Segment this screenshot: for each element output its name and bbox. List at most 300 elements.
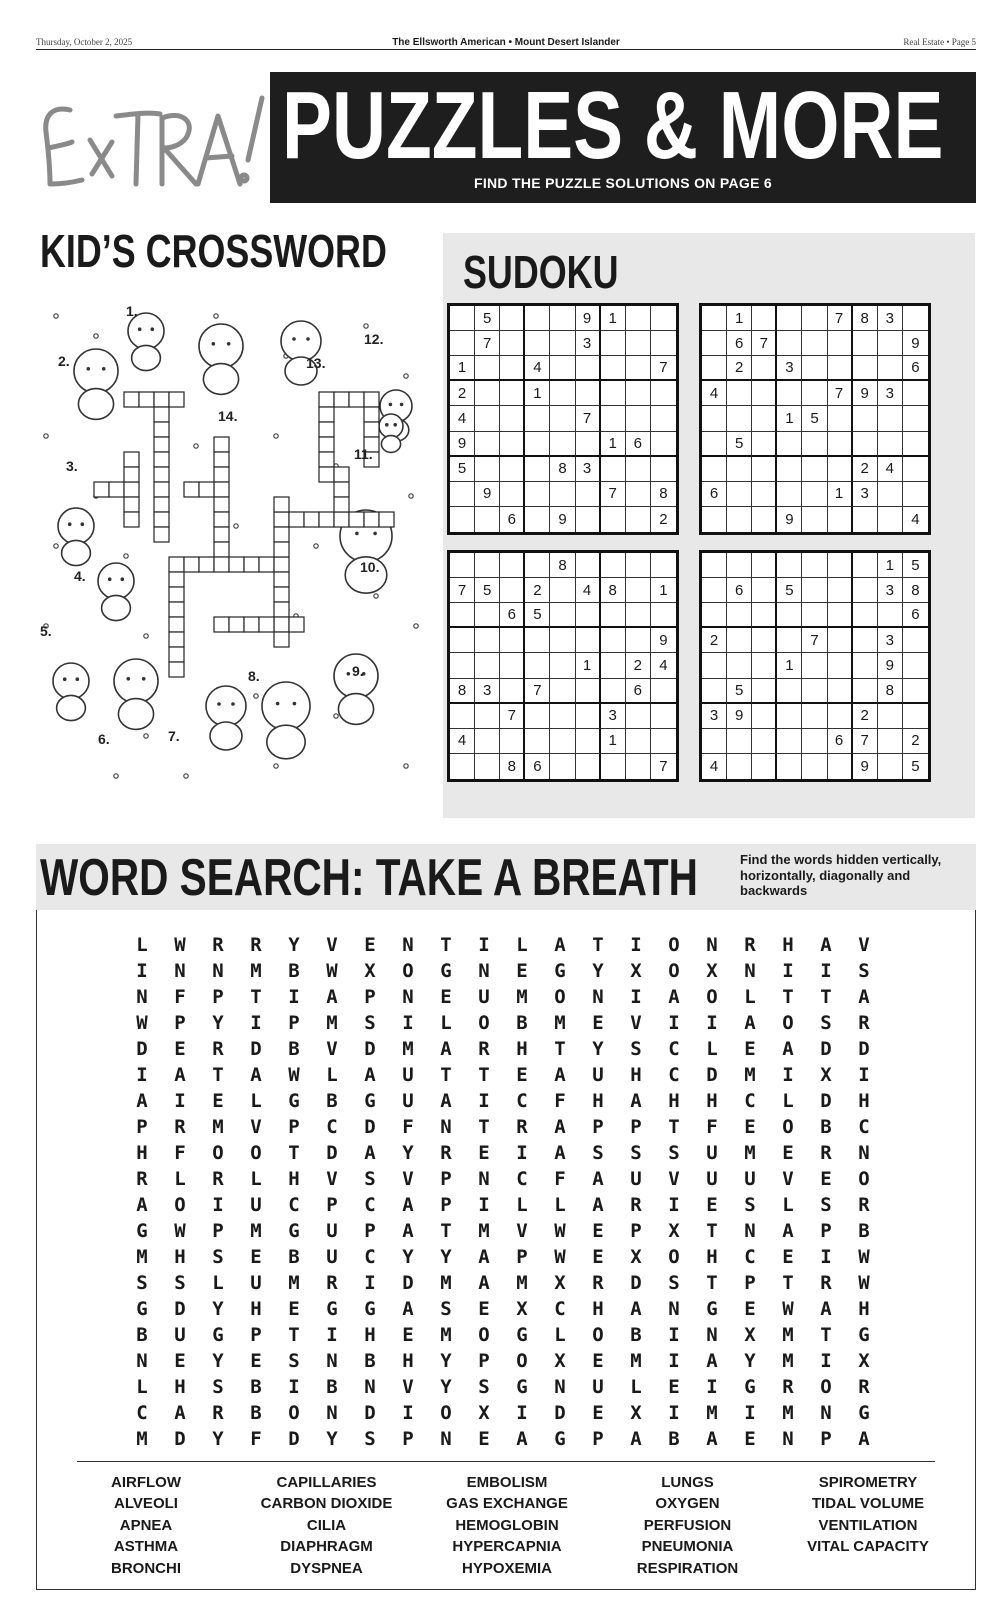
sudoku-cell: 6 xyxy=(727,578,752,603)
sudoku-cell xyxy=(802,432,827,457)
word-search-letter: Y xyxy=(592,1038,604,1060)
sudoku-cell xyxy=(777,603,802,628)
word-search-letter: A xyxy=(554,1116,566,1138)
sudoku-cell xyxy=(802,603,827,628)
word-search-letter: I xyxy=(136,1064,148,1086)
sudoku-cell xyxy=(525,729,550,754)
sudoku-cell xyxy=(450,306,475,331)
word-search-letter: M xyxy=(136,1246,148,1268)
word-search-letter: N xyxy=(554,1376,566,1398)
word-list-item: PERFUSION xyxy=(643,1516,732,1534)
sudoku-cell xyxy=(903,704,928,729)
word-list-item: RESPIRATION xyxy=(636,1559,739,1577)
cartoon-character xyxy=(262,682,310,730)
sudoku-cell xyxy=(576,432,601,457)
word-search-letter: N xyxy=(326,1350,338,1372)
word-search-letter: M xyxy=(250,1220,262,1242)
word-search-letter: O xyxy=(554,986,566,1008)
word-search-letter: U xyxy=(592,1064,604,1086)
word-search-letter: S xyxy=(364,1012,376,1034)
cartoon-character xyxy=(379,414,403,438)
sudoku-cell: 3 xyxy=(878,578,903,603)
sudoku-cell xyxy=(651,553,676,578)
sudoku-cell: 1 xyxy=(576,653,601,678)
word-search-letter: P xyxy=(364,986,376,1008)
sudoku-cell xyxy=(450,507,475,532)
sudoku-cell: 3 xyxy=(878,381,903,406)
word-search-letter: A xyxy=(440,1090,452,1112)
sudoku-cell xyxy=(475,381,500,406)
crossword-square xyxy=(229,557,244,572)
word-search-letter: O xyxy=(478,1324,490,1346)
word-search-letter: L xyxy=(554,1194,566,1216)
sudoku-cell xyxy=(525,406,550,431)
sudoku-cell xyxy=(903,679,928,704)
word-search-letter: A xyxy=(706,1428,718,1450)
sudoku-cell xyxy=(802,553,827,578)
sudoku-cell xyxy=(475,729,500,754)
word-search-letter: S xyxy=(212,1246,224,1268)
word-search-letter: G xyxy=(136,1298,148,1320)
crossword-square xyxy=(169,572,184,587)
masthead-subtitle: FIND THE PUZZLE SOLUTIONS ON PAGE 6 xyxy=(473,175,773,191)
word-search-letter: T xyxy=(288,1142,300,1164)
sudoku-cell xyxy=(626,553,651,578)
sudoku-cell xyxy=(853,356,878,381)
sudoku-cell xyxy=(601,679,626,704)
word-search-letter: R xyxy=(858,1012,870,1034)
word-search-letter: U xyxy=(326,1220,338,1242)
word-list-item: EMBOLISM xyxy=(466,1474,548,1491)
publication-name: The Ellsworth American • Mount Desert Islander xyxy=(392,37,620,48)
word-search-letter: R xyxy=(820,1142,832,1164)
sudoku-cell xyxy=(525,306,550,331)
clue-number: 5. xyxy=(40,623,52,639)
word-search-letter: S xyxy=(630,1142,642,1164)
crossword-square xyxy=(289,512,304,527)
word-search-letter: G xyxy=(364,1298,376,1320)
crossword-square xyxy=(154,497,169,512)
sudoku-cell xyxy=(500,406,525,431)
word-search-letter: D xyxy=(250,1038,262,1060)
word-search-letter: O xyxy=(706,986,718,1008)
sudoku-cell xyxy=(450,603,475,628)
sudoku-cell xyxy=(500,356,525,381)
word-search-letter: T xyxy=(706,1272,718,1294)
issue-date: Thursday, October 2, 2025 xyxy=(36,37,133,47)
sudoku-cell: 8 xyxy=(450,679,475,704)
word-search-letter: I xyxy=(516,1142,528,1164)
sudoku-cell xyxy=(802,331,827,356)
sudoku-cell xyxy=(828,457,853,482)
confetti-speck xyxy=(184,774,188,778)
word-search-letter: W xyxy=(174,1220,186,1242)
word-search-letter: B xyxy=(820,1116,832,1138)
word-search-letter: P xyxy=(478,1350,490,1372)
word-search-letter: L xyxy=(554,1324,566,1346)
sudoku-cell: 5 xyxy=(475,306,500,331)
word-search-letter: V xyxy=(326,1168,338,1190)
crossword-square xyxy=(379,512,394,527)
word-search-letter: S xyxy=(440,1298,452,1320)
sudoku-cell: 2 xyxy=(626,653,651,678)
word-search-letter: T xyxy=(440,1064,452,1086)
sudoku-cell xyxy=(828,578,853,603)
word-search-letter: V xyxy=(858,934,870,956)
word-list-item: VENTILATION xyxy=(818,1516,918,1534)
word-search-letter: D xyxy=(858,1038,870,1060)
cartoon-body xyxy=(78,389,113,420)
sudoku-cell xyxy=(475,356,500,381)
word-list-item: LUNGS xyxy=(661,1474,714,1491)
crossword-square xyxy=(124,482,139,497)
sudoku-cell xyxy=(450,704,475,729)
word-search-letter: X xyxy=(478,1402,490,1424)
word-search-letter: I xyxy=(668,1324,680,1346)
sudoku-cell xyxy=(550,482,575,507)
word-search-letter: X xyxy=(630,960,642,982)
sudoku-cell: 7 xyxy=(828,381,853,406)
crossword-square xyxy=(154,512,169,527)
crossword-square xyxy=(169,602,184,617)
sudoku-cell xyxy=(500,457,525,482)
crossword-square xyxy=(124,512,139,527)
sudoku-cell xyxy=(702,306,727,331)
word-search-letter: G xyxy=(554,1428,566,1450)
word-search-letter: P xyxy=(288,1012,300,1034)
word-search-letter: I xyxy=(250,1012,262,1034)
crossword-square xyxy=(334,467,349,482)
clue-number: 10. xyxy=(360,559,380,575)
sudoku-cell xyxy=(550,754,575,779)
word-search-letter: U xyxy=(744,1168,756,1190)
sudoku-cell xyxy=(903,628,928,653)
sudoku-cell xyxy=(702,653,727,678)
clue-number: 8. xyxy=(248,668,260,684)
sudoku-cell xyxy=(702,356,727,381)
sudoku-cell xyxy=(626,406,651,431)
word-search-letter: A xyxy=(820,934,832,956)
sudoku-cell xyxy=(777,482,802,507)
sudoku-grid xyxy=(699,303,931,535)
sudoku-cell xyxy=(651,331,676,356)
word-search-letter: A xyxy=(668,986,680,1008)
sudoku-cell xyxy=(903,653,928,678)
word-search-letter: R xyxy=(858,1376,870,1398)
crossword-square xyxy=(274,497,289,512)
word-search-letter: B xyxy=(630,1324,642,1346)
word-search-letter: H xyxy=(174,1246,186,1268)
sudoku-cell: 7 xyxy=(659,757,668,775)
word-search-letter: M xyxy=(630,1350,642,1372)
word-search-letter: D xyxy=(554,1402,566,1424)
sudoku-cell xyxy=(878,704,903,729)
masthead-title: PUZZLES & MORE xyxy=(282,72,944,179)
word-search-letter: I xyxy=(706,1376,718,1398)
word-search-letter: S xyxy=(212,1376,224,1398)
confetti-speck xyxy=(94,334,98,338)
word-search-letter: I xyxy=(364,1272,376,1294)
sudoku-cell: 1 xyxy=(651,578,676,603)
word-list xyxy=(57,1472,957,1579)
sudoku-cell: 3 xyxy=(576,457,601,482)
word-search-letter: D xyxy=(364,1116,376,1138)
sudoku-cell: 4 xyxy=(878,457,903,482)
word-search-letter: M xyxy=(744,1142,756,1164)
crossword-square xyxy=(214,557,229,572)
sudoku-cell xyxy=(550,679,575,704)
crossword-square xyxy=(199,482,214,497)
cartoon-character xyxy=(114,659,158,703)
word-search-letter: E xyxy=(782,1246,794,1268)
word-search-letter: Y xyxy=(440,1376,452,1398)
word-search-letter: E xyxy=(212,1090,224,1112)
word-search-letter: A xyxy=(478,1246,490,1268)
sudoku-cell: 2 xyxy=(525,578,550,603)
clue-number: 2. xyxy=(58,353,70,369)
sudoku-cell: 3 xyxy=(702,704,727,729)
sudoku-cell xyxy=(702,432,727,457)
sudoku-cell: 3 xyxy=(777,356,802,381)
sudoku-cell xyxy=(500,381,525,406)
cartoon-eye xyxy=(76,677,80,681)
sudoku-cell xyxy=(626,482,651,507)
cartoon-eye xyxy=(68,522,72,526)
word-search-letter: L xyxy=(516,1194,528,1216)
word-search-heading: WORD SEARCH: TAKE A BREATH xyxy=(40,849,698,907)
crossword-square xyxy=(244,617,259,632)
sudoku-cell: 1 xyxy=(777,406,802,431)
sudoku-cell xyxy=(828,603,853,628)
word-search-letter: T xyxy=(820,986,832,1008)
word-search-letter: G xyxy=(858,1324,870,1346)
word-search-letter: I xyxy=(858,1064,870,1086)
sudoku-cell: 1 xyxy=(601,306,626,331)
sudoku-cell xyxy=(802,729,827,754)
crossword-square xyxy=(349,512,364,527)
word-search-letter: A xyxy=(554,1142,566,1164)
cartoon-eye xyxy=(400,403,404,407)
sudoku-cell xyxy=(828,704,853,729)
sudoku-cell xyxy=(525,507,550,532)
word-search-letter: O xyxy=(820,1376,832,1398)
sudoku-cell: 9 xyxy=(450,432,475,457)
crossword-heading: KID’S CROSSWORD xyxy=(40,225,387,277)
sudoku-cell xyxy=(576,603,601,628)
word-search-letter: E xyxy=(250,1350,262,1372)
sudoku-cell: 2 xyxy=(903,729,928,754)
sudoku-cell xyxy=(475,603,500,628)
word-search-letter: I xyxy=(326,1324,338,1346)
crossword-square xyxy=(199,557,214,572)
word-search-letter: T xyxy=(212,1064,224,1086)
crossword-square xyxy=(304,512,319,527)
sudoku-cell: 7 xyxy=(475,331,500,356)
word-search-letter: T xyxy=(440,1220,452,1242)
sudoku-cell xyxy=(903,381,928,406)
word-search-letter: V xyxy=(326,934,338,956)
word-search-letter: R xyxy=(326,1272,338,1294)
sudoku-cell xyxy=(878,603,903,628)
word-search-letter: D xyxy=(706,1064,718,1086)
word-search-letter: A xyxy=(592,1168,604,1190)
word-search-letter: P xyxy=(326,1194,338,1216)
word-search-letter: A xyxy=(174,1064,186,1086)
word-search-letter: O xyxy=(592,1324,604,1346)
word-search-letter: H xyxy=(592,1298,604,1320)
cartoon-body xyxy=(203,364,238,395)
word-search-letter: T xyxy=(440,934,452,956)
sudoku-cell xyxy=(475,553,500,578)
word-search-letter: R xyxy=(630,1194,642,1216)
word-search-letter: M xyxy=(136,1428,148,1450)
word-search-letter: E xyxy=(516,960,528,982)
sudoku-cell: 8 xyxy=(878,679,903,704)
word-search-letter: L xyxy=(136,1376,148,1398)
word-list-item: HEMOGLOBIN xyxy=(455,1516,559,1534)
word-search-letter: H xyxy=(402,1350,414,1372)
word-search-letter: R xyxy=(478,1038,490,1060)
sudoku-cell xyxy=(500,331,525,356)
word-search-letter: H xyxy=(592,1090,604,1112)
sudoku-cell: 9 xyxy=(853,381,878,406)
sudoku-cell xyxy=(727,406,752,431)
confetti-speck xyxy=(144,734,148,738)
word-search-letter: N xyxy=(668,1298,680,1320)
word-search-letter: D xyxy=(174,1428,186,1450)
confetti-speck xyxy=(404,764,408,768)
word-search-letter: C xyxy=(516,1090,528,1112)
sudoku-cell xyxy=(550,653,575,678)
word-search-letter: E xyxy=(478,1298,490,1320)
word-search-letter: Y xyxy=(592,960,604,982)
crossword-square xyxy=(124,452,139,467)
sudoku-cell: 7 xyxy=(802,628,827,653)
crossword-square xyxy=(259,557,274,572)
crossword-square xyxy=(214,512,229,527)
word-search-letter: O xyxy=(478,1012,490,1034)
sudoku-cell xyxy=(777,306,802,331)
sudoku-cell: 6 xyxy=(500,507,525,532)
word-search-letter: I xyxy=(706,1012,718,1034)
cartoon-character xyxy=(199,324,243,368)
sudoku-cell xyxy=(853,603,878,628)
word-search-letter: N xyxy=(592,986,604,1008)
word-search-letter: H xyxy=(630,1064,642,1086)
sudoku-cell xyxy=(752,507,777,532)
sudoku-cell: 9 xyxy=(651,628,676,653)
word-search-letter: Y xyxy=(402,1142,414,1164)
sudoku-cell xyxy=(576,628,601,653)
cartoon-eye xyxy=(227,342,231,346)
sudoku-cell xyxy=(777,679,802,704)
sudoku-cell: 1 xyxy=(601,729,626,754)
sudoku-cell xyxy=(550,628,575,653)
word-search-letter: W xyxy=(858,1246,870,1268)
sudoku-cell xyxy=(802,754,827,779)
sudoku-cell xyxy=(853,432,878,457)
sudoku-cell xyxy=(550,306,575,331)
word-search-letter: C xyxy=(364,1246,376,1268)
word-search-letter: C xyxy=(326,1116,338,1138)
sudoku-cell xyxy=(601,331,626,356)
word-list-item: DIAPHRAGM xyxy=(280,1538,373,1556)
word-search-letter: Y xyxy=(440,1246,452,1268)
word-search-letter: I xyxy=(174,1090,186,1112)
sudoku-cell xyxy=(550,729,575,754)
word-search-letter: M xyxy=(782,1324,794,1346)
word-search-letter: R xyxy=(744,934,756,956)
crossword-square xyxy=(124,497,139,512)
sudoku-cell xyxy=(853,679,878,704)
word-search-letter: U xyxy=(706,1142,718,1164)
word-search-letter: B xyxy=(326,1090,338,1112)
cartoon-eye xyxy=(108,577,112,581)
word-search-letter: E xyxy=(744,1038,756,1060)
sudoku-cell xyxy=(777,628,802,653)
word-search-letter: S xyxy=(174,1272,186,1294)
word-search-letter: T xyxy=(820,1324,832,1346)
word-search-letter: A xyxy=(782,1220,794,1242)
sudoku-cell: 7 xyxy=(601,482,626,507)
sudoku-cell: 2 xyxy=(659,510,668,528)
sudoku-cell xyxy=(727,754,752,779)
cartoon-eye xyxy=(63,677,67,681)
sudoku-cell: 4 xyxy=(576,578,601,603)
word-list-item: ALVEOLI xyxy=(114,1495,178,1513)
crossword-square xyxy=(169,647,184,662)
confetti-speck xyxy=(234,524,238,528)
sudoku-cell: 7 xyxy=(651,356,676,381)
sudoku-cell xyxy=(828,754,853,779)
sudoku-cell xyxy=(727,457,752,482)
word-search-letter: D xyxy=(288,1428,300,1450)
word-search-letter: O xyxy=(668,960,680,982)
word-search-letter: E xyxy=(744,1298,756,1320)
crossword-square xyxy=(154,452,169,467)
sudoku-cell xyxy=(450,653,475,678)
sudoku-cell: 6 xyxy=(626,432,651,457)
crossword-square xyxy=(94,482,109,497)
sudoku-cell xyxy=(752,457,777,482)
sudoku-cell xyxy=(626,754,651,779)
sudoku-cell xyxy=(752,381,777,406)
word-search-letter: H xyxy=(706,1246,718,1268)
word-search-letter: D xyxy=(364,1038,376,1060)
word-search-letter: N xyxy=(820,1402,832,1424)
cartoon-body xyxy=(62,540,91,565)
word-search-letter: W xyxy=(326,960,338,982)
cartoon-eye xyxy=(81,522,85,526)
word-search-letter: E xyxy=(706,1194,718,1216)
word-search-letter: H xyxy=(782,934,794,956)
word-search-letter: A xyxy=(326,986,338,1008)
sudoku-cell: 4 xyxy=(450,729,475,754)
word-search-letter: P xyxy=(592,1428,604,1450)
sudoku-cell xyxy=(576,754,601,779)
crossword-square xyxy=(289,617,304,632)
sudoku-cell xyxy=(550,406,575,431)
word-search-letter: H xyxy=(250,1298,262,1320)
word-search-letter: V xyxy=(782,1168,794,1190)
sudoku-grid xyxy=(447,303,679,535)
sudoku-grid xyxy=(447,550,679,782)
word-search-letter: A xyxy=(250,1064,262,1086)
word-search-letter: E xyxy=(592,1220,604,1242)
word-search-letter: A xyxy=(440,1038,452,1060)
sudoku-cell xyxy=(576,704,601,729)
sudoku-cell xyxy=(752,679,777,704)
